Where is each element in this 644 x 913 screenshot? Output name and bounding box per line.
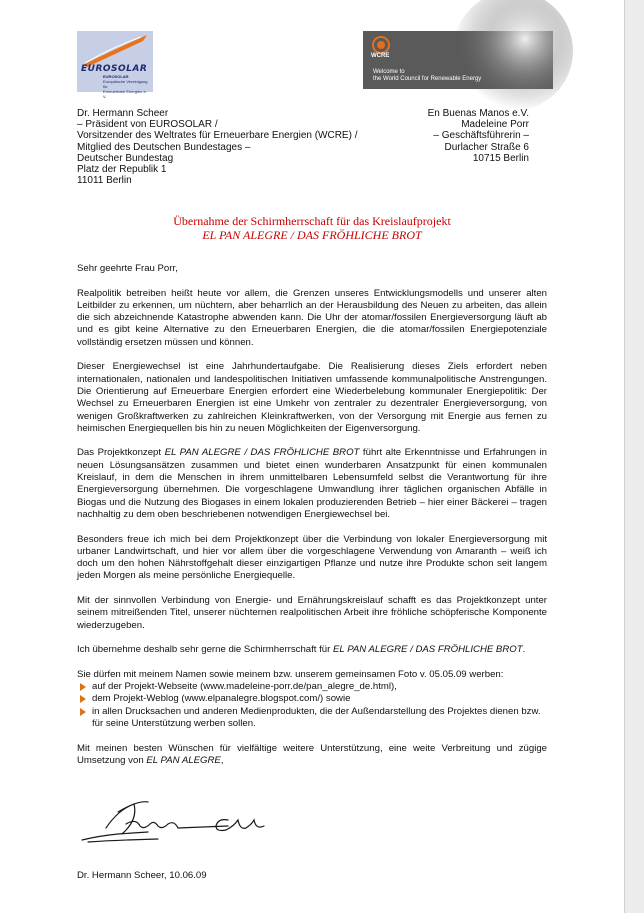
handwritten-signature: [78, 790, 268, 850]
project-name-italic: EL PAN ALEGRE / DAS FRÖHLICHE BROT: [332, 644, 523, 656]
list-item-text: auf der Projekt-Webseite (www.madeleine-porr.de/pan_alegre_de.html),: [92, 681, 397, 693]
eurosolar-desc-2: Erneuerbare Energien e. V.: [103, 89, 147, 99]
paragraph-8: [77, 743, 547, 768]
sender-line: – Präsident von EUROSOLAR /: [77, 119, 218, 131]
sender-line: Deutscher Bundestag: [77, 152, 174, 164]
paragraph-3-text-b: führt alte Erkenntnisse und Erfahrungen in neuen Lösungsansätzen zusammen und bietet einen wunderbaren Ansatzpunkt für einen kommunalen Kreislauf, in dem die Menschen in ihrem unmittelbaren Lebensumfeld selbst die Verantwortung für ihre Energieversorgung übernehmen. Die vorgeschlagene Umwandlung ihrer täglichen organischen Abfälle in Biogas und die Nutzung des Biogases in einem lokalen produzierenden Betrieb – hier einer Bäckerei – tragen nachhaltig zu dem oben beschriebenen notwendigen Energiewechsel bei.: [77, 447, 547, 520]
paragraph-3: [77, 447, 547, 521]
recipient-line: Durlacher Straße 6: [444, 141, 529, 153]
list-item-text: in allen Drucksachen und anderen Medienprodukten, die der Außendarstellung des Projektes dienen bzw. für seine Unterstützung werben sollen.: [92, 705, 541, 729]
paragraph-6-text-a: Ich übernehme deshalb sehr gerne die Schirmherrschaft für: [77, 644, 333, 656]
project-name-italic: EL PAN ALEGRE / DAS FRÖHLICHE BROT: [164, 447, 360, 459]
list-item: [77, 706, 547, 731]
sender-line: Mitglied des Deutschen Bundestages –: [77, 141, 251, 153]
list-item-text: dem Projekt-Weblog (www.elpanalegre.blogspot.com/) sowie: [92, 693, 351, 705]
paragraph-7: Sie dürfen mit meinem Namen sowie meinem bzw. unserem gemeinsamen Foto v. 05.05.09 werben:: [77, 668, 504, 680]
sender-address: [77, 108, 358, 186]
paragraph-1: Realpolitik betreiben heißt heute vor allem, die Grenzen unseres Entwicklungsmodells und unserer alten Leitbilder zu erkennen, um nüchtern, aber beharrlich an der Herausbildung des Neuen zu arbeiten, das allein die sich abzeichnende Katastrophe abwenden kann. Die Uhr der atomar/fossilen Energieversorgung läuft ab und es gibt keine Alternative zu den Erneuerbaren Energien, die die atomar/fossilen Energiepotenziale vollständig ersetzen müssen und können.: [77, 287, 547, 348]
paragraph-3-text-a: Das Projektkonzept: [77, 447, 165, 459]
list-item: [77, 693, 547, 705]
paragraph-5: Mit der sinnvollen Verbindung von Energie- und Ernährungskreislauf schafft es das Projektkonzept unter seinem mitreißenden Titel, unserer nüchternen realpolitischen Arbeit ihre fröhliche schöpferische Komponente wiederzugeben.: [77, 595, 547, 631]
wcre-acronym: WCRE: [371, 53, 390, 59]
eurosolar-subtitle: [103, 74, 151, 99]
usage-list: [77, 681, 547, 730]
letter-title: [77, 214, 547, 242]
eurosolar-logo: [77, 31, 153, 99]
sender-line: Platz der Republik 1: [77, 164, 167, 176]
eurosolar-desc-1: Europäische Vereinigung für: [103, 79, 148, 89]
recipient-line: 10715 Berlin: [472, 152, 529, 164]
paragraph-2: Dieser Energiewechsel ist eine Jahrhundertaufgabe. Die Realisierung dieses Ziels erfordert neben internationalen, nationalen und landespolitischen Initiativen umfassende kommunalpolitische Anstrengungen. Die Orientierung auf Erneuerbare Energien erfordert eine Wiederbelebung kommunaler Energiepolitik: Der Wechsel zu Erneuerbaren Energien ist eine Umkehr von zentraler zu dezentraler Energieversorgung, von wenigen Großkraftwerken zu zahlreichen Kleinkraftwerken, von der Versorgung mit Energie aus fernen zu heimischen Energiequellen bis hin zu neuen Möglichkeiten der Eigenversorgung.: [77, 361, 547, 434]
title-line-1: Übernahme der Schirmherrschaft für das Kreislaufprojekt: [173, 214, 451, 228]
eurosolar-name: EUROSOLAR: [103, 74, 129, 79]
recipient-line: En Buenas Manos e.V.: [427, 108, 529, 119]
wcre-welcome: Welcome to: [373, 69, 405, 75]
bullet-triangle-icon: [80, 683, 86, 691]
signoff-name-date: Dr. Hermann Scheer, 10.06.09: [77, 870, 207, 881]
paragraph-4: Besonders freue ich mich bei dem Projektkonzept über die Verbindung von lokaler Energieversorgung mit urbaner Landwirtschaft, und hier vor allem über die vorgeschlagene Verwendung von Amaranth – weiß ich doch um den hohen Nährstoffgehalt dieser einzigartigen Pflanze und nutze ihre Produkte schon seit langem jeden Morgen als meine persönliche Energiequelle.: [77, 533, 547, 582]
recipient-line: Madeleine Porr: [461, 119, 529, 131]
letter-body: [77, 263, 547, 779]
sender-line: 11011 Berlin: [77, 175, 132, 187]
paragraph-6: [77, 644, 547, 656]
wcre-logo: [363, 31, 553, 89]
eurosolar-wordmark: EUROSOLAR: [81, 64, 148, 74]
paragraph-6-text-b: .: [522, 644, 526, 656]
paragraph-8-text-b: ,: [220, 754, 224, 766]
recipient-address: [428, 108, 529, 164]
sender-line: Vorsitzender des Weltrates für Erneuerbare Energien (WCRE) /: [77, 130, 358, 142]
bullet-triangle-icon: [80, 708, 86, 716]
project-name-italic: EL PAN ALEGRE: [146, 754, 221, 766]
recipient-line: – Geschäftsführerin –: [433, 130, 529, 142]
paragraph-8-text-a: Mit meinen besten Wünschen für vielfältige weitere Unterstützung, eine weite Verbreitung und zügige Umsetzung von: [77, 742, 547, 766]
bullet-triangle-icon: [80, 695, 86, 703]
salutation: Sehr geehrte Frau Porr,: [77, 263, 178, 274]
title-line-2: EL PAN ALEGRE / DAS FRÖHLICHE BROT: [202, 228, 422, 242]
wcre-name: the World Council for Renewable Energy: [373, 76, 482, 82]
list-item: [77, 681, 547, 693]
sender-line: Dr. Hermann Scheer: [77, 108, 169, 119]
